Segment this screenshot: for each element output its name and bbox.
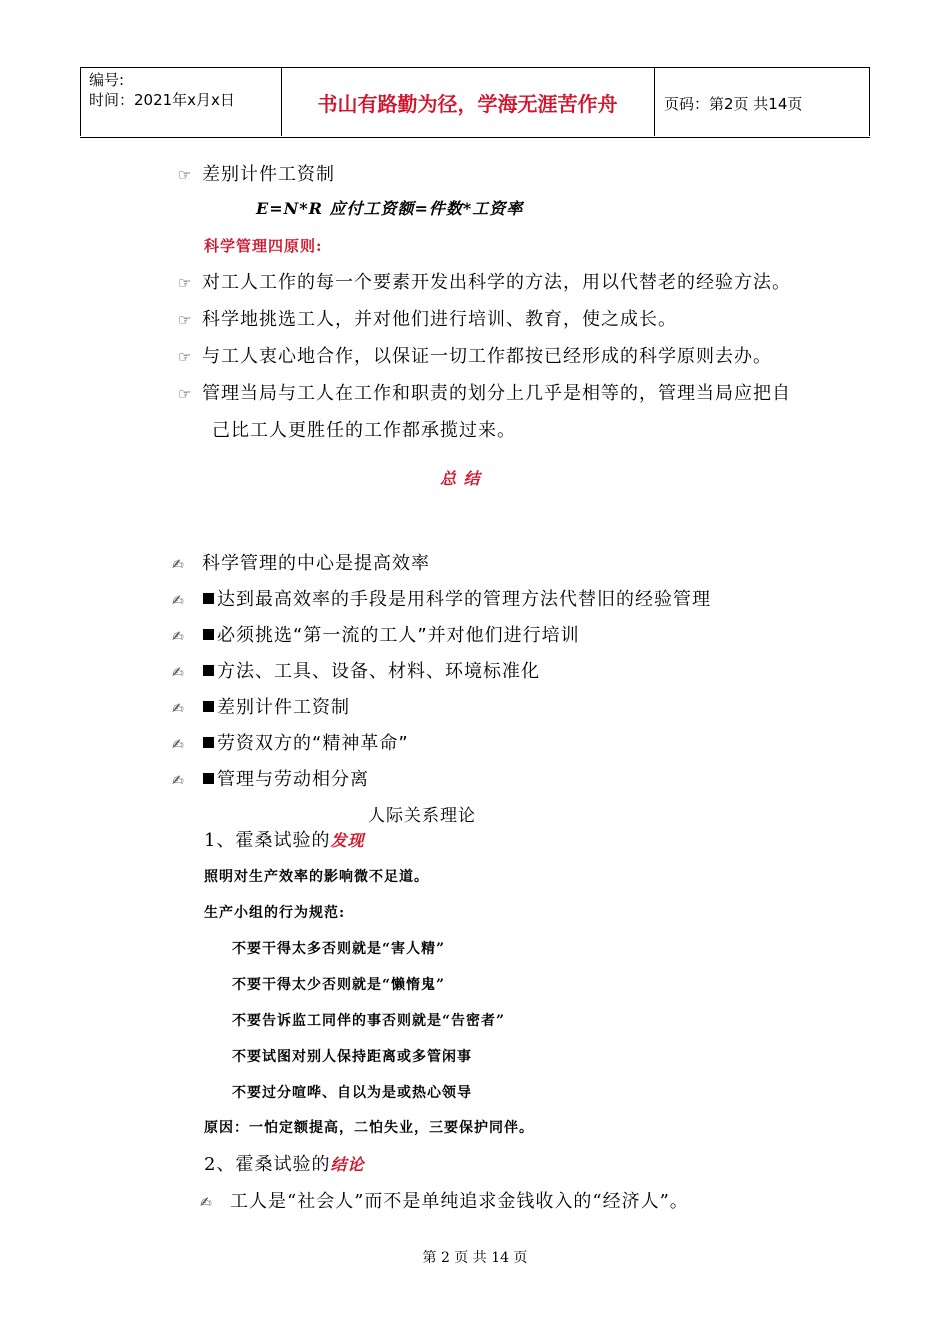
conclusion-prefix: 2、霍桑试验的 [204,1154,331,1175]
summary-text: 必须挑选“第一流的工人”并对他们进行培训 [217,625,580,646]
square-bullet-icon [203,629,214,640]
summary-text: 科学管理的中心是提高效率 [202,553,430,574]
social-man-text: 工人是“社会人”而不是单纯追求金钱收入的“经济人”。 [230,1191,689,1212]
list-item [172,621,580,647]
list-item [178,379,791,405]
norm-item: 不要干得太多否则就是“害人精” [232,941,446,957]
list-item [178,160,335,186]
summary-text: 管理与劳动相分离 [217,769,369,790]
finding-heading [204,826,364,852]
list-item [172,765,369,791]
norms-title: 生产小组的行为规范: [204,905,346,921]
writing-hand-icon: ✍ [172,737,185,753]
principle-text: 对工人工作的每一个要素开发出科学的方法，用以代替老的经验方法。 [202,272,791,293]
principle-text: 与工人衷心地合作，以保证一切工作都按已经形成的科学原则去办。 [202,346,772,367]
summary-text: 方法、工具、设备、材料、环境标准化 [217,661,540,682]
finding-emphasis: 发现 [330,831,365,850]
writing-hand-icon: ✍ [172,593,185,609]
list-item [172,585,711,611]
norm-item: 不要试图对别人保持距离或多管闲事 [232,1049,472,1065]
pointing-hand-icon: ☞ [178,385,193,403]
header-motto: 书山有路勤为径，学海无涯苦作舟 [317,92,618,116]
writing-hand-icon: ✍ [172,701,185,717]
header-meta [89,70,235,110]
header-divider [654,67,655,136]
writing-hand-icon: ✍ [172,665,185,681]
page-footer: 第 2 页 共 14 页 [422,1250,528,1266]
list-item [200,1187,689,1213]
header-page-label: 页码：第2页 共14页 [664,95,803,113]
square-bullet-icon [203,701,214,712]
summary-text: 差别计件工资制 [217,697,350,718]
list-item [178,342,772,368]
square-bullet-icon [203,665,214,676]
principle-continuation: 己比工人更胜任的工作都承揽过来。 [212,420,516,441]
time-label: 时间：2021年x月x日 [89,91,235,109]
list-item [178,268,791,294]
principles-title: 科学管理四原则: [204,237,323,255]
summary-text: 劳资双方的“精神革命” [217,733,409,754]
lighting-text: 照明对生产效率的影响微不足道。 [204,869,429,885]
list-item [172,729,409,755]
norm-item: 不要过分喧哗、自以为是或热心领导 [232,1085,472,1101]
header-divider [80,67,81,136]
reason-text: 原因：一怕定额提高，二怕失业，三要保护同伴。 [204,1120,534,1136]
principle-text: 管理当局与工人在工作和职责的划分上几乎是相等的，管理当局应把自 [202,383,791,404]
piece-rate-text: 差别计件工资制 [202,164,335,185]
norm-item: 不要干得太少否则就是“懒惰鬼” [232,977,446,993]
pointing-hand-icon: ☞ [178,166,193,184]
section-title: 人际关系理论 [368,806,476,826]
pointing-hand-icon: ☞ [178,348,193,366]
formula: E=N*R 应付工资额=件数*工资率 [256,199,524,218]
square-bullet-icon [203,737,214,748]
header-divider [869,67,870,136]
writing-hand-icon: ✍ [200,1195,213,1211]
square-bullet-icon [203,773,214,784]
writing-hand-icon: ✍ [172,629,185,645]
list-item [178,305,677,331]
number-label: 编号: [89,71,125,89]
list-item [172,657,540,683]
norm-item: 不要告诉监工同伴的事否则就是“告密者” [232,1013,506,1029]
list-item [172,693,350,719]
list-item [172,549,430,575]
summary-text: 达到最高效率的手段是用科学的管理方法代替旧的经验管理 [217,589,711,610]
finding-prefix: 1、霍桑试验的 [204,830,331,851]
pointing-hand-icon: ☞ [178,274,193,292]
summary-title: 总 结 [440,469,481,488]
principle-text: 科学地挑选工人，并对他们进行培训、教育，使之成长。 [202,309,677,330]
conclusion-emphasis: 结论 [330,1155,365,1174]
writing-hand-icon: ✍ [172,557,185,573]
pointing-hand-icon: ☞ [178,311,193,329]
writing-hand-icon: ✍ [172,773,185,789]
square-bullet-icon [203,593,214,604]
conclusion-heading [204,1150,364,1176]
